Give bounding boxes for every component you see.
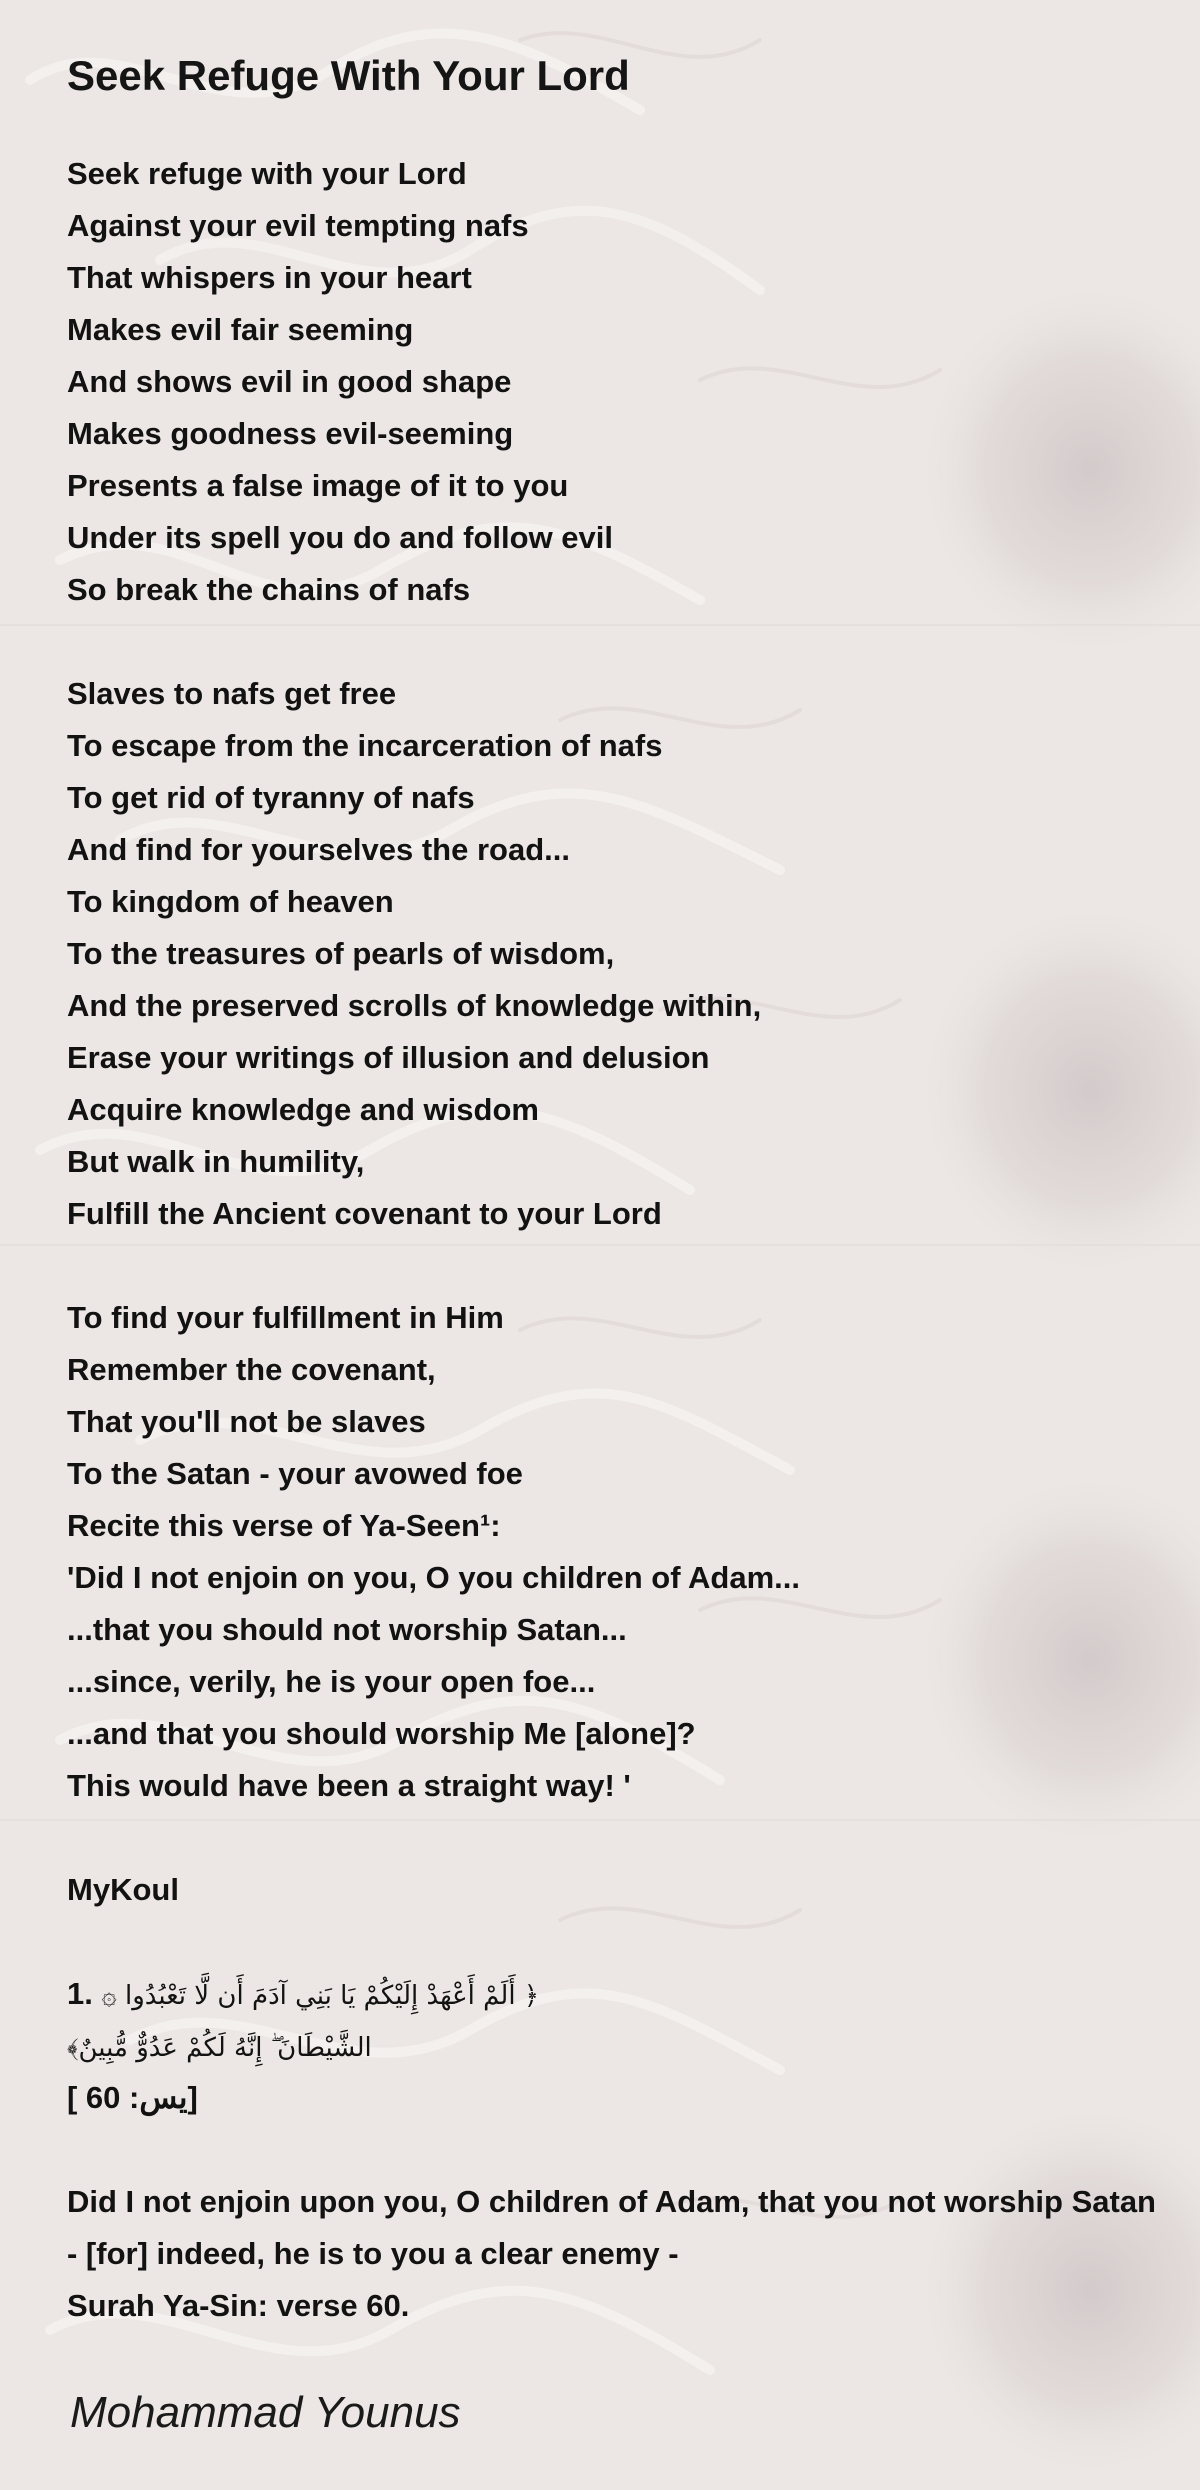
stanza-break [67, 2124, 1200, 2176]
translation-line: Surah Ya-Sin: verse 60. [67, 2288, 410, 2323]
stanza-3 [67, 1292, 1200, 1812]
poem-line: Makes goodness evil-seeming [67, 416, 514, 451]
footnote-verse-line [67, 2020, 1200, 2072]
stanza-2 [67, 668, 1200, 1240]
poem-line: Under its spell you do and follow evil [67, 520, 614, 555]
poem-line: To escape from the incarceration of nafs [67, 728, 663, 763]
poem-line: This would have been a straight way! ' [67, 1768, 631, 1803]
poem-line: Makes evil fair seeming [67, 312, 414, 347]
footnote [67, 1968, 1200, 2124]
poem-line: That whispers in your heart [67, 260, 472, 295]
poem-line: And the preserved scrolls of knowledge within, [67, 988, 762, 1023]
poem-line: And shows evil in good shape [67, 364, 512, 399]
poem-body [67, 148, 1200, 2332]
poem-title: Seek Refuge With Your Lord [67, 52, 630, 99]
poem-line: That you'll not be slaves [67, 1404, 426, 1439]
arabic-verse-text: الشَّيْطَانَ ۖ إِنَّهُ لَكُمْ عَدُوٌّ مُّبِينٌ﴾ [67, 2033, 372, 2063]
poem-line: And find for yourselves the road... [67, 832, 570, 867]
poem-line: To the Satan - your avowed foe [67, 1456, 523, 1491]
stanza-break [67, 1916, 1200, 1968]
arabic-verse-text: ﴿ أَلَمْ أَعْهَدْ إِلَيْكُمْ يَا بَنِي آدَمَ أَن لَّا تَعْبُدُوا ۞ [101, 1981, 540, 2011]
poem-line: To get rid of tyranny of nafs [67, 780, 475, 815]
poem-author: Mohammad Younus [70, 2388, 461, 2437]
poem-line: Fulfill the Ancient covenant to your Lord [67, 1196, 662, 1231]
stanza-break [67, 1812, 1200, 1864]
poem-line: ...and that you should worship Me [alone]? [67, 1716, 696, 1751]
poem-line: To find your fulfillment in Him [67, 1300, 504, 1335]
poem-line: Remember the covenant, [67, 1352, 436, 1387]
poem-line: Erase your writings of illusion and delusion [67, 1040, 710, 1075]
stanza-break [67, 616, 1200, 668]
translation-line: Did I not enjoin upon you, O children of Adam, that you not worship Satan [67, 2184, 1156, 2219]
footnote-verse-line [67, 1968, 1200, 2020]
translation-line: - [for] indeed, he is to you a clear enemy - [67, 2236, 679, 2271]
poem-line: So break the chains of nafs [67, 572, 471, 607]
poem-line: Recite this verse of Ya-Seen¹: [67, 1508, 501, 1543]
poem-line: To kingdom of heaven [67, 884, 394, 919]
poem-line: Seek refuge with your Lord [67, 156, 467, 191]
poem-signature: MyKoul [67, 1872, 179, 1907]
poem-line: But walk in humility, [67, 1144, 365, 1179]
poem-line: Acquire knowledge and wisdom [67, 1092, 539, 1127]
poem-line: ...that you should not worship Satan... [67, 1612, 627, 1647]
poem-line: 'Did I not enjoin on you, O you children of Adam... [67, 1560, 800, 1595]
stanza-1 [67, 148, 1200, 616]
translation [67, 2176, 1200, 2332]
poem-line: Slaves to nafs get free [67, 676, 397, 711]
stanza-break [67, 1240, 1200, 1292]
poem-line: Against your evil tempting nafs [67, 208, 529, 243]
poem-line: Presents a false image of it to you [67, 468, 569, 503]
footnote-reference: [ 60 :يس] [67, 2080, 198, 2115]
poem-line: To the treasures of pearls of wisdom, [67, 936, 615, 971]
poem-line: ...since, verily, he is your open foe... [67, 1664, 596, 1699]
footnote-marker: 1. [67, 1976, 93, 2011]
